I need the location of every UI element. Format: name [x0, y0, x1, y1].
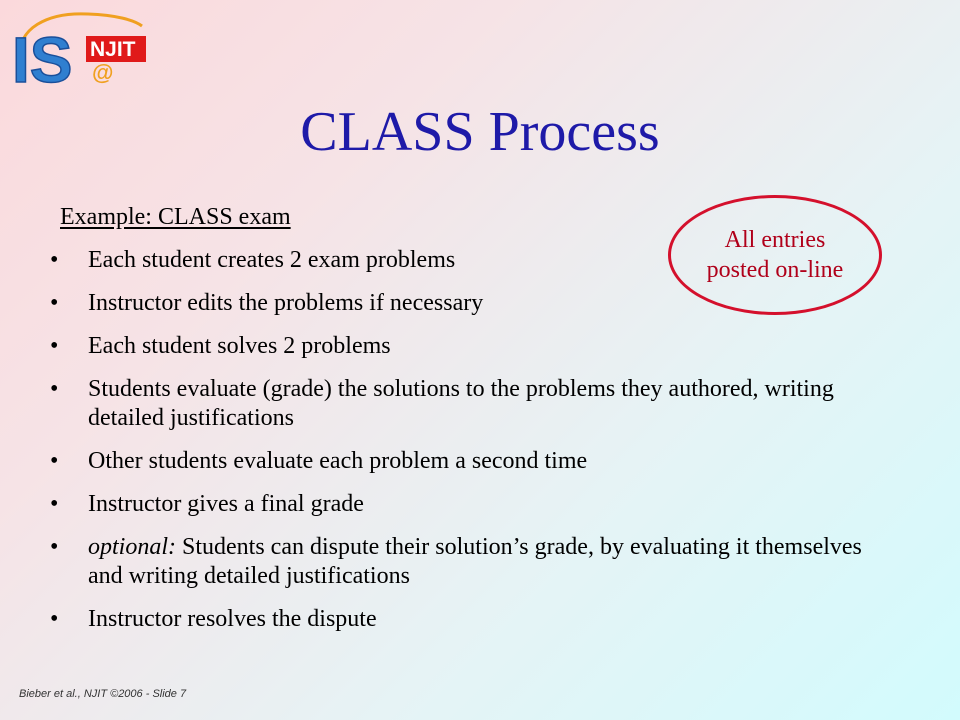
bullet-dot: •	[50, 376, 59, 402]
bullet-dot: •	[50, 333, 59, 359]
bullet-dot: •	[50, 448, 59, 474]
bullet-text: Instructor gives a final grade	[88, 491, 364, 517]
slide-footer: Bieber et al., NJIT ©2006 - Slide 7	[19, 688, 187, 700]
bullet-text: Each student solves 2 problems	[88, 333, 391, 359]
slide-title: CLASS Process	[300, 101, 660, 163]
logo-njit-text: NJIT	[90, 38, 136, 61]
callout-oval	[668, 195, 882, 315]
bullet-text: Instructor edits the problems if necessary	[88, 290, 484, 316]
logo-at-sign: @	[92, 60, 114, 85]
bullet-dot: •	[50, 290, 59, 316]
bullet-text: Other students evaluate each problem a second time	[88, 448, 588, 474]
bullet-text: Instructor resolves the dispute	[88, 606, 377, 632]
bullet-item	[50, 605, 890, 634]
bullet-dot: •	[50, 606, 59, 632]
bullet-item	[50, 447, 890, 476]
bullet-dot: •	[50, 534, 59, 560]
bullet-item	[50, 533, 890, 591]
bullet-item	[50, 490, 890, 519]
bullet-dot: •	[50, 247, 59, 273]
is-njit-logo	[6, 6, 156, 92]
callout-line-1: All entries	[724, 227, 826, 253]
bullet-dot: •	[50, 491, 59, 517]
logo-is-text: IS	[12, 24, 73, 92]
bullet-item	[50, 332, 890, 361]
bullet-text: Students evaluate (grade) the solutions to the problems they authored, writing detailed justifications	[88, 376, 834, 431]
bullet-text: Each student creates 2 exam problems	[88, 247, 456, 273]
bullet-italic-prefix: optional:	[88, 534, 176, 560]
bullet-item	[50, 375, 890, 433]
subheading: Example: CLASS exam	[60, 204, 291, 230]
bullet-text: Students can dispute their solution’s grade, by evaluating it themselves and writing detailed justifications	[88, 534, 862, 589]
callout-line-2: posted on-line	[706, 257, 844, 283]
